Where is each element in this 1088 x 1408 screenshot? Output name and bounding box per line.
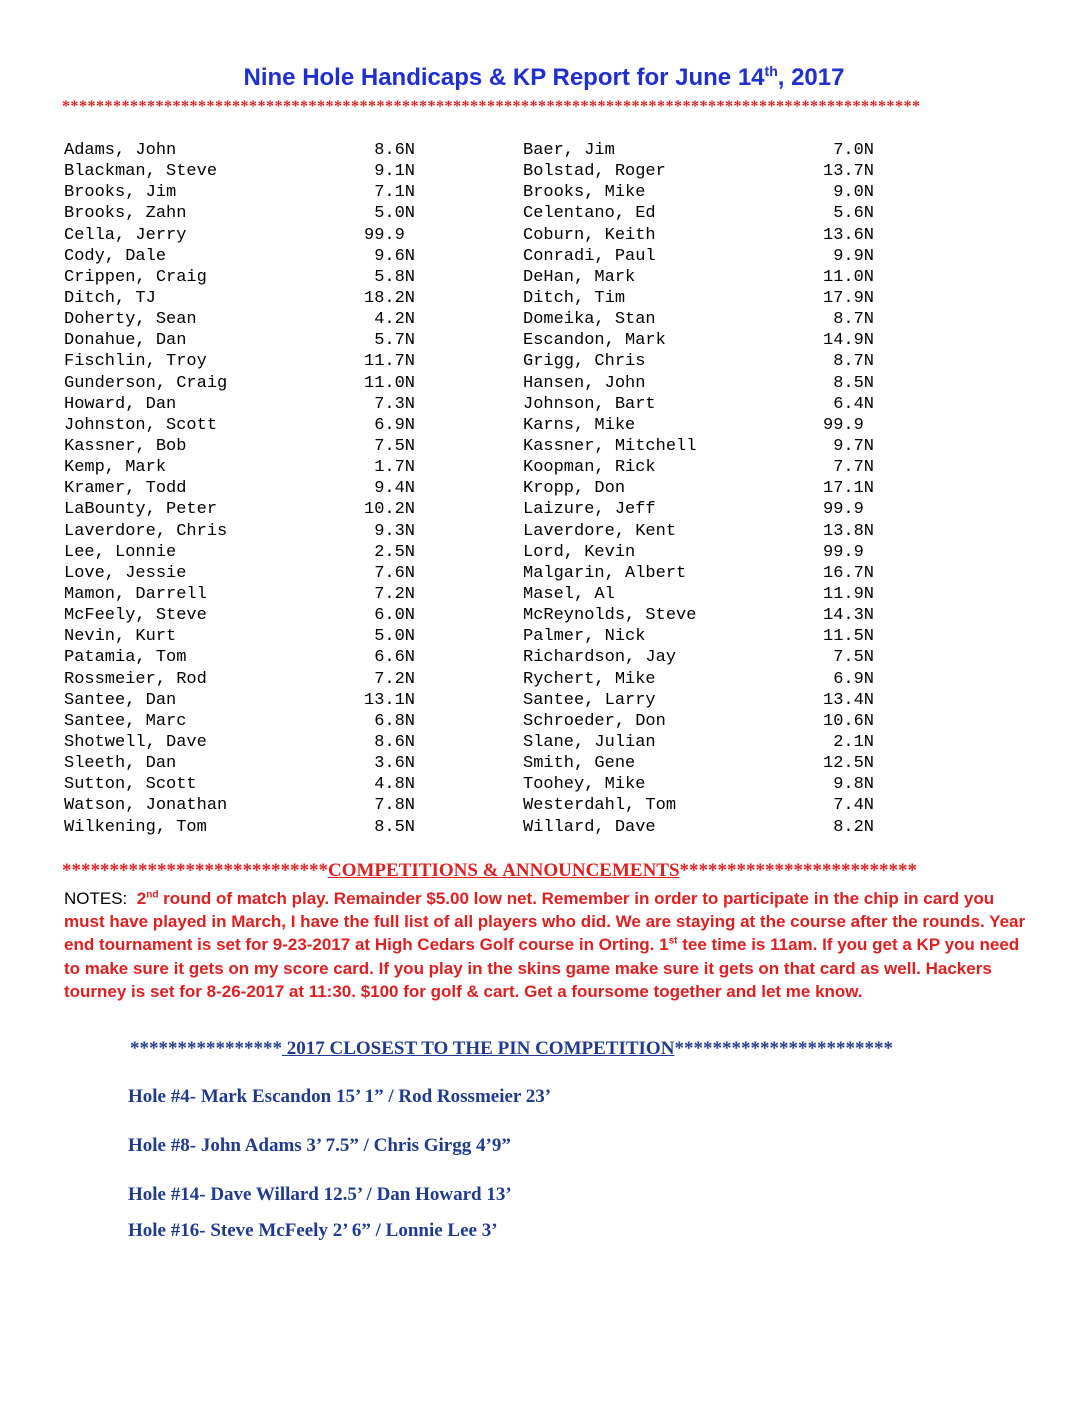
- player-name: Patamia, Tom: [64, 648, 187, 668]
- kp-hole-8: Hole #8- John Adams 3’ 7.5” / Chris Girgg 4’9”: [128, 1135, 511, 1156]
- player-handicap: 99.9: [823, 500, 875, 520]
- player-handicap: 11.5N: [823, 627, 875, 647]
- closest-to-pin-heading: [130, 1038, 1010, 1060]
- kp-stars-left: ****************: [130, 1038, 282, 1059]
- player-handicap: 4.2N: [364, 310, 416, 330]
- player-handicap: 7.0N: [823, 141, 875, 160]
- player-name: Lord, Kevin: [523, 542, 636, 562]
- player-name: Cody, Dale: [64, 246, 167, 266]
- player-name: Kassner, Mitchell: [523, 436, 697, 456]
- player-handicap: 7.6N: [364, 563, 416, 583]
- player-handicap: 6.4N: [823, 394, 875, 414]
- notes-ordinal-sup-2: st: [668, 935, 678, 947]
- player-handicap: 11.0N: [364, 373, 416, 393]
- player-handicap: 8.5N: [364, 817, 416, 837]
- list-item: [523, 711, 903, 732]
- title-divider: *****************************************************************************************************: [62, 98, 921, 115]
- list-item: [523, 182, 903, 203]
- player-name: Santee, Marc: [64, 711, 187, 731]
- player-name: Schroeder, Don: [523, 711, 666, 731]
- player-name: Kemp, Mark: [64, 458, 167, 478]
- list-item: [64, 267, 444, 288]
- handicap-list-left: [64, 140, 444, 838]
- player-name: Brooks, Jim: [64, 183, 177, 203]
- player-handicap: 6.8N: [364, 711, 416, 731]
- list-item: [523, 330, 903, 351]
- list-item: [64, 457, 444, 478]
- list-item: [64, 499, 444, 520]
- list-item: [64, 711, 444, 732]
- list-item: [523, 267, 903, 288]
- list-item: [523, 415, 903, 436]
- player-name: Slane, Julian: [523, 732, 656, 752]
- player-name: Kropp, Don: [523, 479, 626, 499]
- list-item: [64, 669, 444, 690]
- kp-hole-14: Hole #14- Dave Willard 12.5’ / Dan Howard 13’: [128, 1184, 512, 1205]
- notes-ordinal: 2: [136, 889, 147, 908]
- player-handicap: 9.0N: [823, 183, 875, 203]
- list-item: [64, 373, 444, 394]
- player-handicap: 9.4N: [364, 479, 416, 499]
- player-handicap: 1.7N: [364, 458, 416, 478]
- notes-ordinal-sup: nd: [146, 889, 159, 901]
- player-name: Rychert, Mike: [523, 669, 656, 689]
- list-item: [64, 288, 444, 309]
- player-name: Nevin, Kurt: [64, 627, 177, 647]
- player-handicap: 6.0N: [364, 606, 416, 626]
- player-name: Wilkening, Tom: [64, 817, 207, 837]
- list-item: [64, 225, 444, 246]
- list-item: [64, 795, 444, 816]
- player-handicap: 18.2N: [364, 288, 416, 308]
- kp-title: 2017 CLOSEST TO THE PIN COMPETITION: [282, 1038, 675, 1059]
- player-handicap: 2.5N: [364, 542, 416, 562]
- list-item: [64, 626, 444, 647]
- competitions-stars-left: ****************************: [62, 860, 328, 881]
- player-name: Cella, Jerry: [64, 225, 187, 245]
- player-name: DeHan, Mark: [523, 267, 636, 287]
- list-item: [64, 351, 444, 372]
- player-name: Bolstad, Roger: [523, 162, 666, 182]
- player-name: Crippen, Craig: [64, 267, 207, 287]
- player-handicap: 5.8N: [364, 267, 416, 287]
- list-item: [523, 225, 903, 246]
- player-handicap: 5.7N: [364, 331, 416, 351]
- player-handicap: 8.7N: [823, 352, 875, 372]
- list-item: [523, 140, 903, 161]
- player-handicap: 99.9: [823, 542, 875, 562]
- player-name: Fischlin, Troy: [64, 352, 207, 372]
- player-name: Escandon, Mark: [523, 331, 666, 351]
- player-name: Mamon, Darrell: [64, 584, 207, 604]
- player-handicap: 7.5N: [364, 436, 416, 456]
- list-item: [64, 563, 444, 584]
- list-item: [64, 817, 444, 838]
- list-item: [523, 542, 903, 563]
- player-name: Sleeth, Dan: [64, 754, 177, 774]
- player-name: Grigg, Chris: [523, 352, 646, 372]
- player-handicap: 2.1N: [823, 732, 875, 752]
- player-handicap: 14.3N: [823, 606, 875, 626]
- player-name: Masel, Al: [523, 584, 615, 604]
- list-item: [523, 394, 903, 415]
- list-item: [64, 140, 444, 161]
- player-name: Howard, Dan: [64, 394, 177, 414]
- list-item: [523, 203, 903, 224]
- player-name: Watson, Jonathan: [64, 796, 228, 816]
- kp-stars-right: ***********************: [674, 1038, 893, 1059]
- list-item: [523, 161, 903, 182]
- player-handicap: 5.6N: [823, 204, 875, 224]
- kp-hole-4: Hole #4- Mark Escandon 15’ 1” / Rod Rossmeier 23’: [128, 1086, 552, 1107]
- list-item: [64, 161, 444, 182]
- player-name: Laverdore, Kent: [523, 521, 677, 541]
- player-handicap: 7.3N: [364, 394, 416, 414]
- list-item: [64, 690, 444, 711]
- player-name: Baer, Jim: [523, 141, 615, 160]
- player-name: Hansen, John: [523, 373, 646, 393]
- player-name: Coburn, Keith: [523, 225, 656, 245]
- list-item: [523, 753, 903, 774]
- player-name: Laizure, Jeff: [523, 500, 656, 520]
- competitions-heading: [62, 860, 1022, 882]
- list-item: [523, 774, 903, 795]
- player-handicap: 17.9N: [823, 288, 875, 308]
- list-item: [64, 330, 444, 351]
- player-handicap: 8.6N: [364, 141, 416, 160]
- player-name: Brooks, Mike: [523, 183, 646, 203]
- list-item: [523, 246, 903, 267]
- player-name: Johnston, Scott: [64, 415, 218, 435]
- player-handicap: 10.6N: [823, 711, 875, 731]
- player-handicap: 9.1N: [364, 162, 416, 182]
- player-name: Santee, Larry: [523, 690, 656, 710]
- list-item: [64, 521, 444, 542]
- competitions-stars-right: *************************: [679, 860, 918, 881]
- player-handicap: 7.4N: [823, 796, 875, 816]
- player-name: Malgarin, Albert: [523, 563, 687, 583]
- player-name: Gunderson, Craig: [64, 373, 228, 393]
- list-item: [64, 774, 444, 795]
- handicap-list-right: [523, 140, 903, 838]
- player-handicap: 5.0N: [364, 627, 416, 647]
- player-name: Kramer, Todd: [64, 479, 187, 499]
- list-item: [523, 373, 903, 394]
- player-name: Koopman, Rick: [523, 458, 656, 478]
- list-item: [523, 647, 903, 668]
- list-item: [64, 478, 444, 499]
- player-handicap: 11.7N: [364, 352, 416, 372]
- player-handicap: 7.2N: [364, 584, 416, 604]
- player-handicap: 9.3N: [364, 521, 416, 541]
- player-name: Willard, Dave: [523, 817, 656, 837]
- list-item: [523, 351, 903, 372]
- list-item: [64, 415, 444, 436]
- player-handicap: 17.1N: [823, 479, 875, 499]
- list-item: [64, 309, 444, 330]
- player-handicap: 9.8N: [823, 775, 875, 795]
- player-name: Laverdore, Chris: [64, 521, 228, 541]
- player-name: Palmer, Nick: [523, 627, 646, 647]
- player-name: Lee, Lonnie: [64, 542, 177, 562]
- player-name: LaBounty, Peter: [64, 500, 218, 520]
- notes-paragraph: [64, 887, 1034, 1003]
- player-name: Ditch, Tim: [523, 288, 626, 308]
- list-item: [64, 753, 444, 774]
- player-handicap: 7.8N: [364, 796, 416, 816]
- player-handicap: 5.0N: [364, 204, 416, 224]
- title-year: , 2017: [777, 64, 845, 91]
- player-handicap: 7.5N: [823, 648, 875, 668]
- list-item: [64, 203, 444, 224]
- player-handicap: 4.8N: [364, 775, 416, 795]
- list-item: [523, 457, 903, 478]
- player-name: Karns, Mike: [523, 415, 636, 435]
- player-handicap: 11.0N: [823, 267, 875, 287]
- player-handicap: 13.4N: [823, 690, 875, 710]
- player-name: Conradi, Paul: [523, 246, 656, 266]
- player-name: Johnson, Bart: [523, 394, 656, 414]
- player-name: Smith, Gene: [523, 754, 636, 774]
- player-name: Ditch, TJ: [64, 288, 156, 308]
- player-name: Rossmeier, Rod: [64, 669, 207, 689]
- list-item: [64, 584, 444, 605]
- player-handicap: 13.7N: [823, 162, 875, 182]
- player-handicap: 6.9N: [823, 669, 875, 689]
- player-handicap: 8.2N: [823, 817, 875, 837]
- list-item: [523, 288, 903, 309]
- player-name: Toohey, Mike: [523, 775, 646, 795]
- list-item: [523, 817, 903, 838]
- notes-label: NOTES:: [64, 889, 128, 908]
- list-item: [523, 478, 903, 499]
- notes-text-part2: tee time is 11am. If you get a KP you need to make sure it gets on my score card. If you play in the skins game make sure it gets on that card as well. Hackers tourney is set for 8-26-2017 at 11:30. $100 for golf & cart. Get a foursome together and let me know.: [64, 935, 1020, 1001]
- player-handicap: 7.2N: [364, 669, 416, 689]
- list-item: [523, 732, 903, 753]
- player-handicap: 99.9: [364, 225, 416, 245]
- player-name: Love, Jessie: [64, 563, 187, 583]
- player-name: Doherty, Sean: [64, 310, 197, 330]
- player-handicap: 3.6N: [364, 754, 416, 774]
- player-name: Westerdahl, Tom: [523, 796, 677, 816]
- report-title: [0, 64, 1088, 92]
- player-handicap: 9.9N: [823, 246, 875, 266]
- list-item: [64, 732, 444, 753]
- player-handicap: 8.6N: [364, 732, 416, 752]
- list-item: [64, 436, 444, 457]
- player-handicap: 9.6N: [364, 246, 416, 266]
- player-handicap: 8.7N: [823, 310, 875, 330]
- list-item: [64, 605, 444, 626]
- kp-hole-16: Hole #16- Steve McFeely 2’ 6” / Lonnie Lee 3’: [128, 1220, 498, 1241]
- player-handicap: 13.1N: [364, 690, 416, 710]
- player-name: Shotwell, Dave: [64, 732, 207, 752]
- player-name: Celentano, Ed: [523, 204, 656, 224]
- player-name: McReynolds, Steve: [523, 606, 697, 626]
- player-name: McFeely, Steve: [64, 606, 207, 626]
- player-handicap: 12.5N: [823, 754, 875, 774]
- list-item: [523, 626, 903, 647]
- list-item: [523, 563, 903, 584]
- player-handicap: 13.8N: [823, 521, 875, 541]
- player-name: Santee, Dan: [64, 690, 177, 710]
- list-item: [64, 246, 444, 267]
- list-item: [64, 394, 444, 415]
- title-main: Nine Hole Handicaps & KP Report for June 14: [243, 64, 765, 91]
- notes-text-part1: round of match play. Remainder $5.00 low net. Remember in order to participate in the chip in card you must have played in March, I have the full list of all players who did. We are staying at the course after the rounds. Year end tournament is set for 9-23-2017 at High Cedars Golf course in Orting. 1: [64, 889, 1026, 955]
- player-handicap: 7.1N: [364, 183, 416, 203]
- list-item: [64, 647, 444, 668]
- competitions-title: COMPETITIONS & ANNOUNCEMENTS: [328, 860, 680, 881]
- list-item: [64, 542, 444, 563]
- player-handicap: 16.7N: [823, 563, 875, 583]
- player-handicap: 13.6N: [823, 225, 875, 245]
- list-item: [523, 584, 903, 605]
- list-item: [523, 795, 903, 816]
- list-item: [523, 690, 903, 711]
- player-name: Richardson, Jay: [523, 648, 677, 668]
- list-item: [523, 499, 903, 520]
- player-name: Adams, John: [64, 141, 177, 160]
- player-handicap: 8.5N: [823, 373, 875, 393]
- list-item: [64, 182, 444, 203]
- list-item: [523, 669, 903, 690]
- player-handicap: 14.9N: [823, 331, 875, 351]
- player-name: Blackman, Steve: [64, 162, 218, 182]
- player-name: Sutton, Scott: [64, 775, 197, 795]
- list-item: [523, 309, 903, 330]
- player-handicap: 11.9N: [823, 584, 875, 604]
- player-handicap: 9.7N: [823, 436, 875, 456]
- player-name: Domeika, Stan: [523, 310, 656, 330]
- list-item: [523, 436, 903, 457]
- player-handicap: 10.2N: [364, 500, 416, 520]
- player-name: Donahue, Dan: [64, 331, 187, 351]
- list-item: [523, 605, 903, 626]
- player-name: Kassner, Bob: [64, 436, 187, 456]
- list-item: [523, 521, 903, 542]
- player-handicap: 6.9N: [364, 415, 416, 435]
- player-handicap: 6.6N: [364, 648, 416, 668]
- player-handicap: 7.7N: [823, 458, 875, 478]
- player-handicap: 99.9: [823, 415, 875, 435]
- title-superscript: th: [764, 63, 778, 79]
- player-name: Brooks, Zahn: [64, 204, 187, 224]
